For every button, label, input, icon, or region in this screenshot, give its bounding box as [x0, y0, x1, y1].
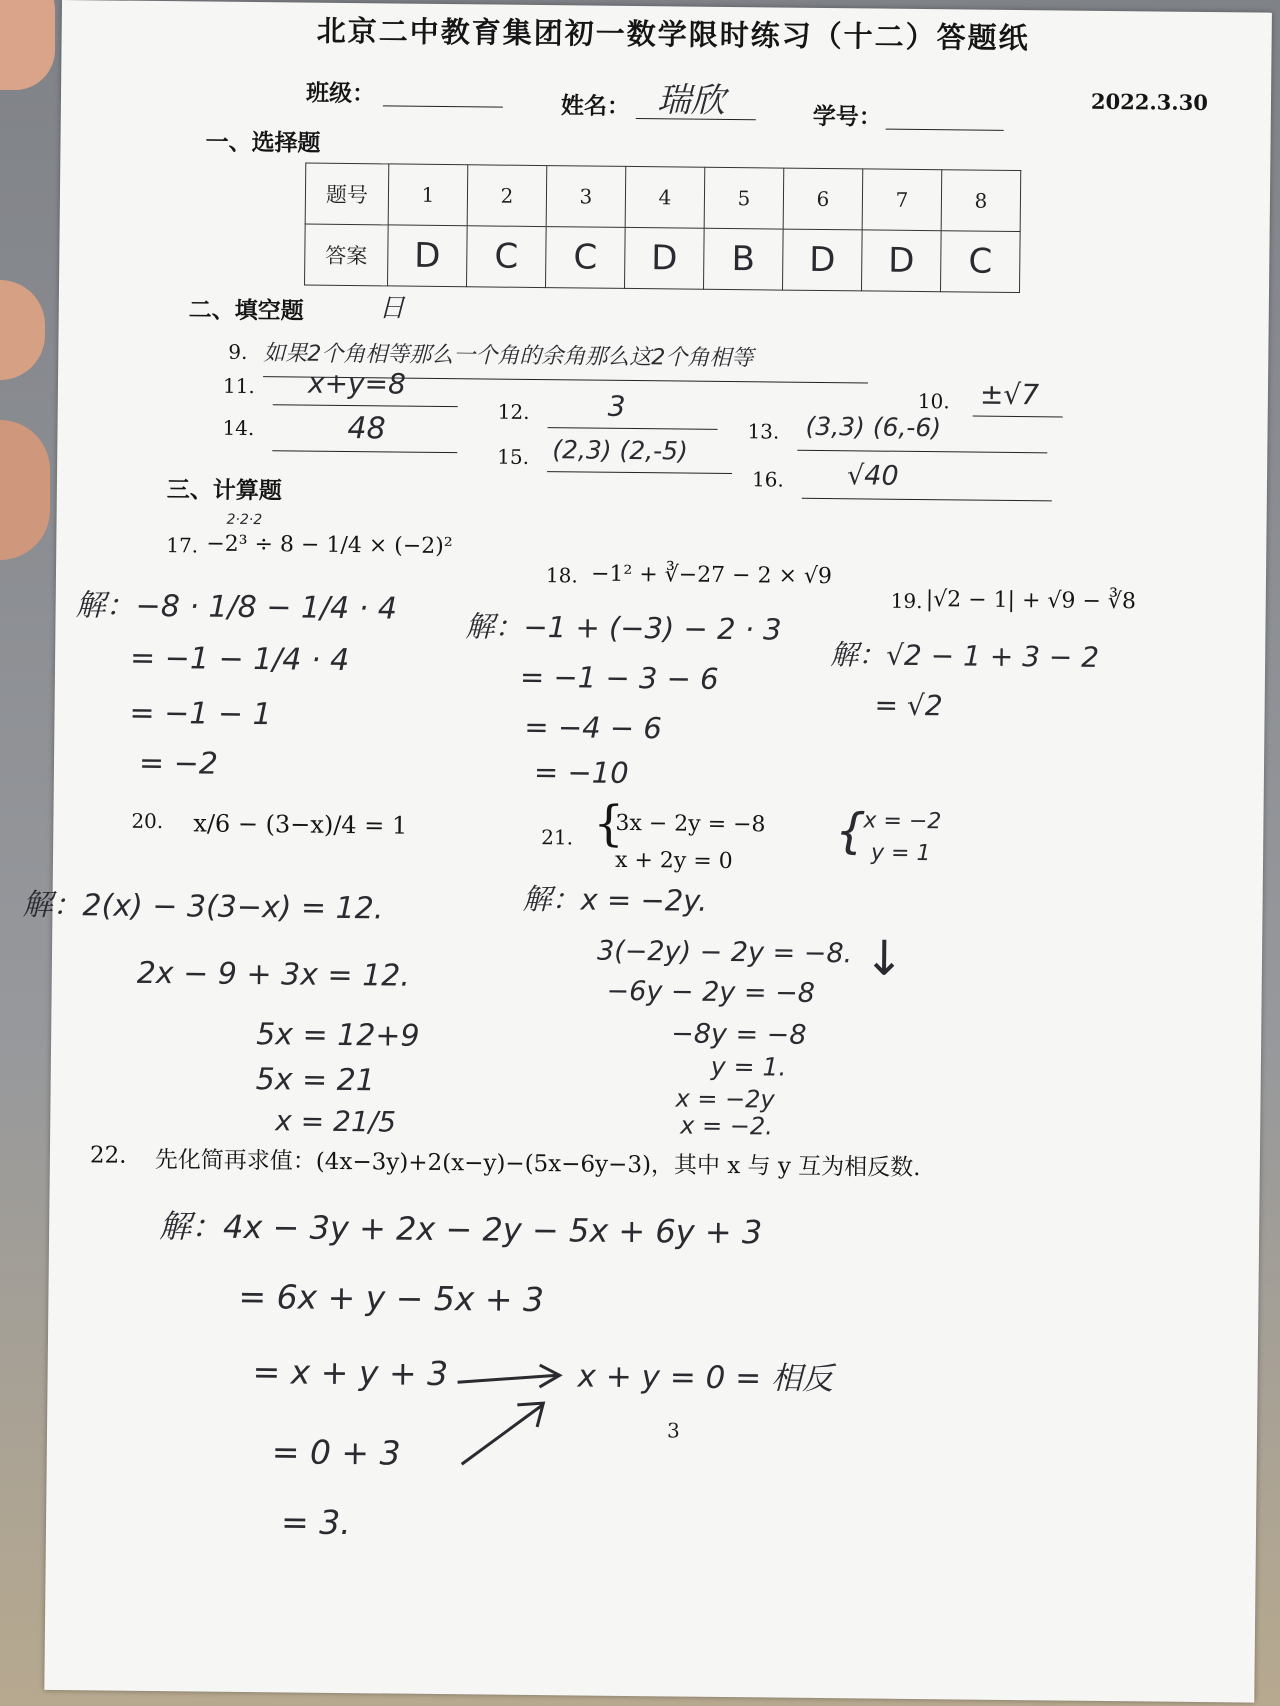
sheet-title: 北京二中教育集团初一数学限时练习（十二）答题纸: [316, 13, 1030, 56]
grader-mark: 日: [378, 293, 405, 324]
answer-cell[interactable]: C: [546, 227, 626, 289]
q13-answer: (3,3) (6,-6): [805, 411, 942, 443]
q21-work-line: −6y − 2y = −8: [606, 975, 816, 1009]
question-number: 8: [941, 170, 1021, 232]
q10-answer: ±√7: [979, 377, 1040, 412]
q22-number: 22.: [89, 1142, 127, 1169]
q21-brace: {: [593, 795, 625, 852]
q20-work-line: 5x = 21: [255, 1062, 376, 1099]
q21-side-answer: y = 1: [870, 840, 931, 867]
q21-side-brace: {: [835, 803, 867, 860]
q13-blank[interactable]: [797, 448, 1047, 454]
q21-equation-2: x + 2y = 0: [614, 847, 733, 875]
answer-cell[interactable]: D: [861, 230, 941, 292]
sheet-date: 2022.3.30: [1090, 88, 1209, 116]
answer-cell[interactable]: B: [704, 228, 784, 290]
q20-number: 20.: [131, 808, 164, 834]
question-number: 1: [388, 164, 468, 226]
q12-answer: 3: [607, 389, 626, 423]
q17-work-line: = −2: [138, 745, 219, 782]
answer-cell[interactable]: D: [783, 229, 863, 291]
q18-number: 18.: [545, 563, 578, 588]
q22-work-line: = 3.: [280, 1502, 351, 1543]
q9-number: 9.: [228, 339, 248, 364]
q17-problem: −2³ ÷ 8 − 1/4 × (−2)²: [206, 531, 453, 560]
question-number: 5: [704, 167, 784, 229]
class-blank[interactable]: [383, 103, 503, 107]
name-label: 姓名：: [560, 92, 631, 120]
answer-cell[interactable]: C: [467, 226, 547, 288]
q20-work-line: x = 21/5: [275, 1104, 397, 1139]
q18-problem: −1² + ∛−27 − 2 × √9: [590, 561, 833, 590]
section2-heading: 二、填空题: [188, 296, 304, 325]
row-label: 答案: [305, 224, 389, 286]
q11-number: 11.: [222, 373, 255, 399]
q18-work-line: = −1 − 3 − 6: [519, 659, 719, 696]
page-number: 3: [666, 1418, 680, 1443]
q12-blank[interactable]: [548, 425, 718, 430]
q10-number: 10.: [917, 388, 950, 414]
row-label: 题号: [305, 163, 389, 225]
q12-number: 12.: [497, 399, 530, 424]
q17-number: 17.: [166, 533, 199, 558]
id-label: 学号：: [812, 102, 882, 131]
answer-cell[interactable]: D: [388, 225, 468, 287]
q22-side-note: x + y = 0 = 相反: [577, 1358, 834, 1398]
question-number: 2: [467, 165, 547, 227]
q21-work-line: 3(−2y) − 2y = −8.: [596, 935, 853, 970]
q21-work-line: 解：x = −2y.: [522, 881, 708, 918]
q20-work-line: 2x − 9 + 3x = 12.: [136, 955, 411, 994]
id-blank[interactable]: [886, 127, 1004, 131]
q11-answer: x+y=8: [307, 366, 407, 401]
q19-work-line: 解：√2 − 1 + 3 − 2: [830, 638, 1100, 674]
q19-problem: |√2 − 1| + √9 − ∛8: [925, 587, 1137, 615]
q22-work-line: 解：4x − 3y + 2x − 2y − 5x + 6y + 3: [158, 1207, 763, 1252]
class-label: 班级：: [305, 79, 376, 108]
q19-work-line: = √2: [874, 688, 943, 723]
question-number: 6: [783, 168, 863, 230]
q15-answer: (2,3) (2,-5): [552, 435, 688, 466]
question-number: 3: [546, 166, 626, 228]
q21-arrow: ↓: [863, 930, 905, 987]
q21-number: 21.: [541, 825, 574, 850]
question-number: 7: [862, 169, 942, 231]
q22-work-line: = x + y + 3: [252, 1352, 449, 1394]
q18-work-line: 解：−1 + (−3) − 2 · 3: [465, 609, 782, 647]
answer-cell[interactable]: D: [625, 227, 705, 289]
q21-side-answer: x = −2: [863, 808, 942, 835]
q19-number: 19.: [890, 588, 923, 614]
q18-work-line: = −4 − 6: [524, 709, 663, 746]
q13-number: 13.: [747, 419, 780, 444]
q21-work-line: −8y = −8: [671, 1018, 807, 1051]
q21-equation-1: 3x − 2y = −8: [615, 810, 766, 838]
answer-table: [304, 163, 1021, 293]
section1-heading: 一、选择题: [205, 128, 321, 157]
table-row: [305, 224, 1021, 292]
q21-work-line: x = −2.: [680, 1111, 773, 1141]
q22-work-line: = 6x + y − 5x + 3: [238, 1276, 545, 1320]
q14-answer: 48: [347, 411, 386, 447]
q21-work-line: x = −2y: [675, 1084, 775, 1114]
q17-work-line: = −1 − 1/4 · 4: [129, 640, 350, 679]
question-number: 4: [625, 166, 705, 228]
q21-work-line: y = 1.: [710, 1051, 787, 1082]
q22-problem: 先化简再求值：(4x−3y)+2(x−y)−(5x−6y−3)，其中 x 与 y 互为相反数.: [154, 1147, 921, 1182]
q16-number: 16.: [751, 467, 784, 492]
q14-number: 14.: [222, 415, 255, 441]
q18-work-line: = −10: [533, 754, 629, 790]
section3-heading: 三、计算题: [166, 476, 283, 505]
q15-blank[interactable]: [547, 469, 732, 474]
table-row: [305, 163, 1021, 231]
q22-work-line: = 0 + 3: [271, 1432, 401, 1473]
q17-note: 2·2·2: [226, 511, 263, 529]
q16-blank[interactable]: [802, 496, 1052, 502]
q17-work-line: = −1 − 1: [129, 695, 272, 733]
answer-cell[interactable]: C: [940, 231, 1020, 293]
name-value: 瑞欣: [656, 80, 726, 121]
q17-work-line: 解：−8 · 1/8 − 1/4 · 4: [75, 588, 398, 627]
q9-answer: 如果2个角相等那么一个角的余角那么这2个角相等: [263, 341, 754, 372]
q15-number: 15.: [497, 444, 530, 469]
q20-work-line: 解：2(x) − 3(3−x) = 12.: [22, 887, 384, 927]
q20-problem: x/6 − (3−x)/4 = 1: [193, 809, 408, 840]
q10-blank[interactable]: [973, 414, 1063, 418]
q11-blank[interactable]: [273, 402, 458, 407]
q14-blank[interactable]: [272, 448, 457, 453]
q20-work-line: 5x = 12+9: [255, 1017, 420, 1054]
q16-answer: √40: [846, 460, 899, 492]
answer-sheet: [22, 0, 1272, 1703]
